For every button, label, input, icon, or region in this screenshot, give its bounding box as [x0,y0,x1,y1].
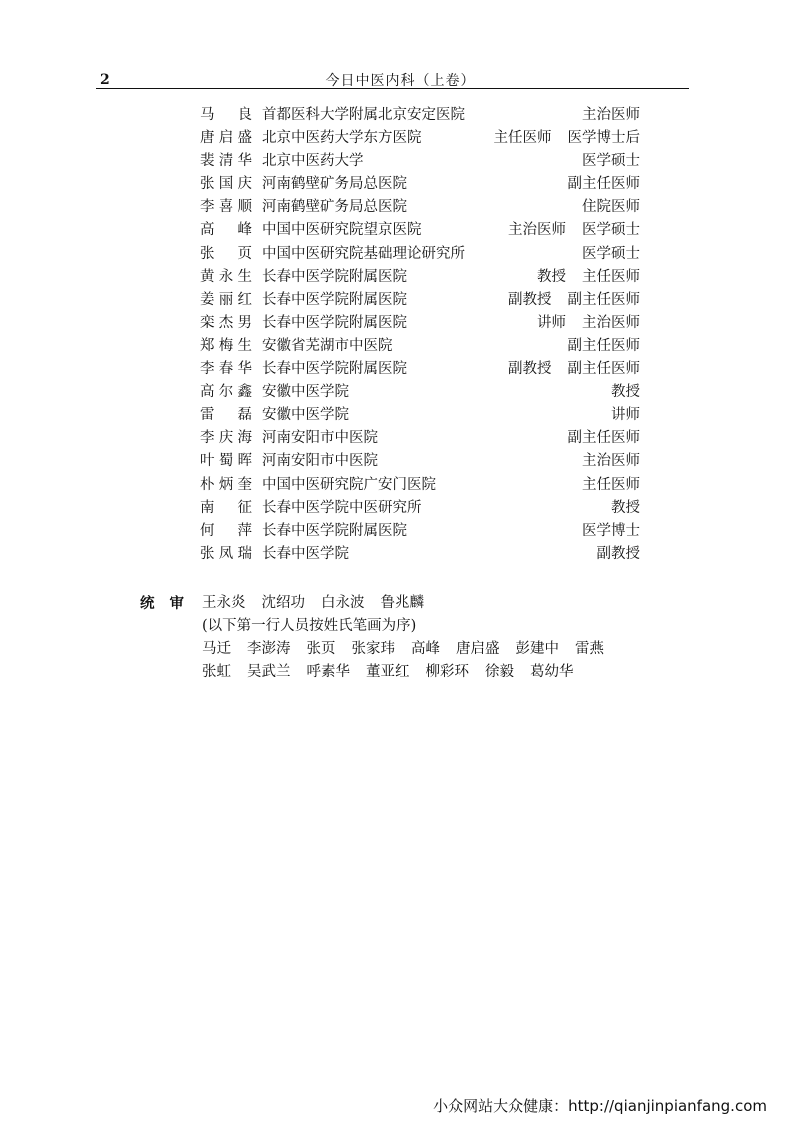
contributor-titles [611,381,640,404]
contributor-name: 高尔鑫 [200,384,252,401]
contributor-row [200,127,640,150]
contributor-titles [582,243,640,266]
contributor-row [200,266,640,289]
page-number: 2 [100,72,110,88]
contributor-title: 副主任医师 [567,430,640,447]
contributor-row [200,404,640,427]
contributor-name: 郑梅生 [200,337,252,354]
contributor-row [200,381,640,404]
contributor-organization: 河南安阳市中医院 [262,430,378,447]
contributor-organization: 长春中医学院附属医院 [262,361,407,378]
contributor-title: 主治医师 [508,222,566,239]
contributor-titles [508,358,640,381]
contributor-titles [582,450,640,473]
contributor-name: 张凤瑞 [200,545,252,562]
contributor-organization: 北京中医药大学东方医院 [262,130,422,147]
review-note: (以下第一行人员按姓氏笔画为序) [202,618,417,634]
reviewer-name: 董亚红 [366,664,410,680]
contributor-organization: 河南鹤壁矿务局总医院 [262,199,407,216]
contributor-name: 叶蜀晖 [200,453,252,470]
chief-reviewer-name: 王永炎 [202,595,246,611]
reviewers-row-1 [202,638,620,661]
contributor-organization: 长春中医学院 [262,545,349,562]
contributor-titles [611,404,640,427]
contributor-row [200,497,640,520]
contributor-titles [508,219,640,242]
contributor-row [200,427,640,450]
contributor-row [200,104,640,127]
contributor-organization: 首都医科大学附属北京安定医院 [262,107,465,123]
contributor-name: 马 良 [200,107,252,123]
contributor-row [200,150,640,173]
reviewer-name: 徐毅 [485,664,514,680]
contributor-titles [582,474,640,497]
contributor-title: 医学博士 [582,522,640,539]
contributor-row [200,358,640,381]
contributor-title: 副主任医师 [567,361,640,378]
reviewer-name: 唐启盛 [456,641,500,657]
contributor-organization: 长春中医学院附属医院 [262,314,407,331]
contributor-title: 副主任医师 [567,337,640,354]
contributor-organization: 中国中医研究院广安门医院 [262,476,436,493]
reviewer-name: 马迁 [202,641,231,657]
contributor-row [200,474,640,497]
contributor-name: 雷 磊 [200,407,252,424]
contributor-titles [537,312,640,335]
footer-watermark: 小众网站大众健康：http://qianjinpianfang.com [433,1097,767,1115]
contributor-name: 李春华 [200,361,252,378]
review-label: 统 审 [140,595,184,612]
contributor-titles [611,497,640,520]
reviewer-name: 雷燕 [575,641,604,657]
contributor-title: 副主任医师 [567,291,640,308]
contributor-titles [582,520,640,543]
contributor-organization: 中国中医研究院望京医院 [262,222,422,239]
contributor-organization: 中国中医研究院基础理论研究所 [262,245,465,262]
contributor-row [200,196,640,219]
contributor-name: 姜丽红 [200,291,252,308]
contributor-title: 副教授 [596,545,640,562]
contributor-title: 主任医师 [582,268,640,285]
contributor-titles [582,150,640,173]
reviewer-name: 彭建中 [515,641,559,657]
contributor-name: 李庆海 [200,430,252,447]
contributor-title: 医学硕士 [582,245,640,262]
contributor-title: 医学博士后 [567,130,640,147]
contributor-name: 裴清华 [200,153,252,170]
reviewer-name: 葛幼华 [530,664,574,680]
contributor-titles [568,427,641,450]
contributor-title: 主治医师 [582,453,640,470]
contributor-name: 栾杰男 [200,314,252,331]
contributor-organization: 安徽中医学院 [262,384,349,401]
contributor-name: 何 萍 [200,522,252,539]
contributor-row [200,289,640,312]
contributor-title: 主任医师 [493,130,552,147]
header-rule [96,88,689,89]
contributor-row [200,335,640,358]
contributor-name: 高 峰 [200,222,252,239]
reviewer-name: 张虹 [202,664,231,680]
contributor-list [200,104,640,566]
contributor-title: 住院医师 [582,199,640,216]
reviewer-name: 张页 [306,641,336,657]
contributor-row [200,543,640,566]
contributor-title: 医学硕士 [582,153,640,170]
contributor-title: 主任医师 [582,476,640,493]
running-title: 今日中医内科（上卷） [325,73,476,89]
reviewers-row-2 [202,661,620,684]
contributor-name: 唐启盛 [200,130,252,147]
contributor-row [200,219,640,242]
contributor-name: 李喜顺 [200,199,252,216]
contributor-organization: 河南安阳市中医院 [262,453,378,470]
chief-reviewer-name: 白永波 [321,595,365,611]
contributor-title: 教授 [537,268,566,285]
contributor-name: 张国庆 [200,176,252,193]
contributor-title: 副主任医师 [567,176,640,193]
contributor-organization: 北京中医药大学 [262,153,364,170]
contributor-titles [494,127,641,150]
contributor-organization: 河南鹤壁矿务局总医院 [262,176,407,193]
contributor-title: 副教授 [508,291,552,308]
contributor-name: 张 页 [200,245,252,262]
contributor-titles [508,289,640,312]
contributor-organization: 长春中医学院附属医院 [262,291,407,308]
reviewer-name: 高峰 [411,641,440,657]
contributor-title: 医学硕士 [582,222,640,239]
contributor-titles [597,543,641,566]
contributor-row [200,243,640,266]
contributor-title: 主治医师 [582,314,640,331]
contributor-titles [537,266,640,289]
reviewer-name: 李澎涛 [247,641,291,657]
reviewer-name: 吴武兰 [247,664,291,680]
contributor-titles [582,196,640,219]
reviewer-name: 柳彩环 [425,664,469,680]
contributor-row [200,173,640,196]
contributor-titles [568,335,641,358]
contributor-organization: 安徽省芜湖市中医院 [262,337,393,354]
contributor-titles [568,173,641,196]
contributor-row [200,520,640,543]
reviewer-name: 张家玮 [351,641,395,657]
contributor-organization: 长春中医学院附属医院 [262,268,407,285]
reviewer-name: 呼素华 [306,664,350,680]
contributor-name: 朴炳奎 [200,476,252,493]
contributor-row [200,312,640,335]
contributor-title: 讲师 [611,407,640,424]
contributor-title: 讲师 [537,314,566,331]
contributor-name: 南 征 [200,499,252,516]
contributor-title: 主治医师 [582,107,640,123]
contributor-organization: 长春中医学院中医研究所 [262,499,422,516]
contributor-name: 黄永生 [200,268,252,285]
chief-reviewers-line [202,592,620,615]
contributor-title: 教授 [611,499,640,516]
contributor-organization: 安徽中医学院 [262,407,349,424]
contributor-titles [582,104,640,127]
contributor-title: 教授 [611,384,640,401]
contributor-organization: 长春中医学院附属医院 [262,522,407,539]
contributor-row [200,450,640,473]
chief-reviewer-name: 沈绍功 [261,595,305,611]
review-lines [202,592,620,684]
contributor-title: 副教授 [508,361,552,378]
chief-reviewer-name: 鲁兆麟 [380,595,424,611]
